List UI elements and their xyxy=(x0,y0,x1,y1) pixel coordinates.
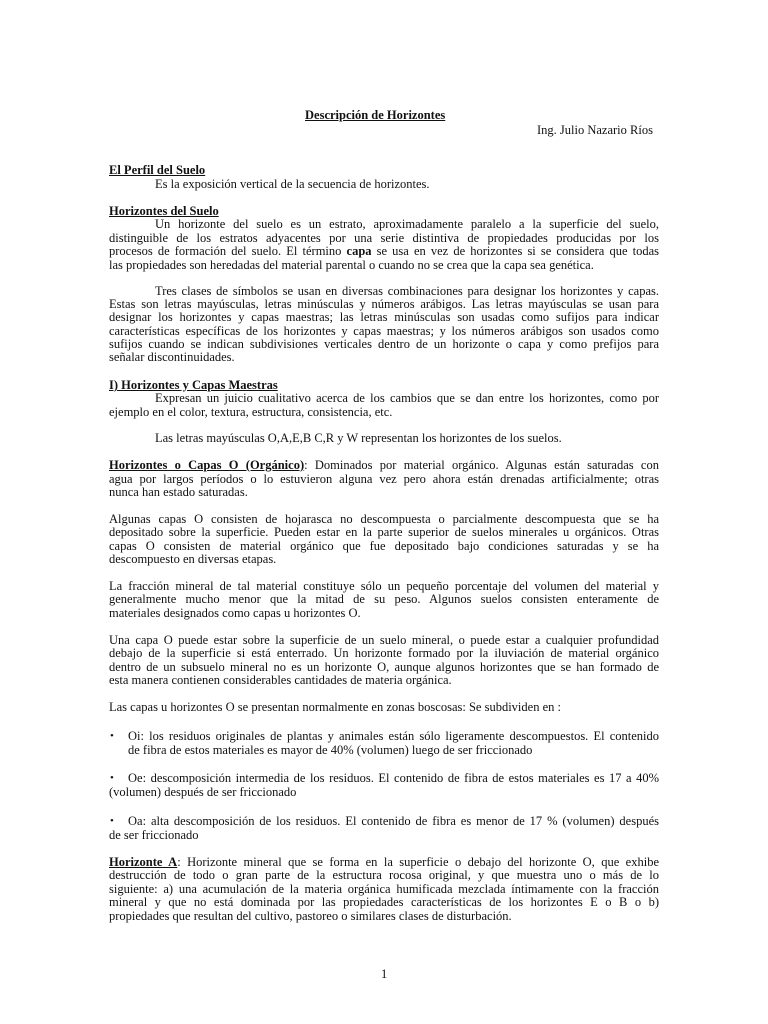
horizontes-p2-line: señalar discontinuidades. xyxy=(109,350,235,364)
horizonteO-p3-line: generalmente mucho menor que la mitad de su peso. Algunos suelos consisten enteramente de xyxy=(109,592,659,606)
horizonteO-p4-line: esta manera contienen considerables cantidades de materia orgánica. xyxy=(109,673,452,687)
bullet-marker: • xyxy=(110,772,114,784)
perfil-heading: El Perfil del Suelo xyxy=(109,163,206,177)
horizontes-p2-line: Tres clases de símbolos se usan en diversas combinaciones para designar los horizontes y capas. xyxy=(155,284,659,298)
horizonteO-p4-line: debajo de la superficie si está enterrado. Un horizonte formado por la iluviación de material orgánico xyxy=(109,646,659,660)
horizontes-p1-line: procesos de formación del suelo. El término capa se usa en vez de horizontes si se considera que todas xyxy=(109,244,659,258)
horizontes-p1-line: las propiedades son heredadas del material parental o cuando no se crea que la capa sea genética. xyxy=(109,258,594,272)
horizonteA-line: siguiente: a) una acumulación de la materia orgánica humificada mezclada íntimamente con la fracción xyxy=(109,882,659,896)
section1-p1-line: Expresan un juicio cualitativo acerca de los cambios que se dan entre los horizontes, como por xyxy=(155,391,659,405)
horizontes-p1-line: distinguible de los estratos adyacentes por una serie distintiva de propiedades producidas por los xyxy=(109,231,659,245)
horizonteO-p5: Las capas u horizontes O se presentan normalmente en zonas boscosas: Se subdividen en : xyxy=(109,700,561,714)
bullet-oa-line: de ser friccionado xyxy=(109,828,199,842)
author-name: Ing. Julio Nazario Ríos xyxy=(537,123,653,137)
horizontes-p1-line: Un horizonte del suelo es un estrato, aproximadamente paralelo a la superficie del suelo, xyxy=(155,217,659,231)
horizontes-p2-line: características específicas de los horizontes y capas maestras; y los números arábigos son usados como xyxy=(109,324,659,338)
section1-heading: I) Horizontes y Capas Maestras xyxy=(109,378,278,392)
horizonteO-p4-line: Una capa O puede estar sobre la superficie de un suelo mineral, o puede estar a cualquier profundidad xyxy=(109,633,659,647)
horizonteA-line: mineral y que no está dominada por las propiedades características de los horizontes E o B o b) xyxy=(109,895,659,909)
horizonteA-heading: Horizonte A xyxy=(109,855,178,869)
horizonteO-p2-line: capas O consisten de material orgánico que fue depositado bajo condiciones saturadas y se ha xyxy=(109,539,659,553)
bullet-oe-line: (volumen) después de ser friccionado xyxy=(109,785,297,799)
bullet-oi-line: Oi: los residuos originales de plantas y animales están sólo ligeramente descompuestos. El contenido xyxy=(128,729,659,743)
horizonteO-p1-line: nunca han estado saturadas. xyxy=(109,485,248,499)
horizontes-p2-line: Estas son letras mayúsculas, letras minúsculas y números arábigos. Las letras mayúsculas se usan para xyxy=(109,297,659,311)
horizonteO-p1-line: agua por largos períodos o lo estuvieron alguna vez pero ahora están drenadas artificialmente; otras xyxy=(109,472,659,486)
horizonteO-p1-line: Horizontes o Capas O (Orgánico): Dominados por material orgánico. Algunas están saturadas con xyxy=(109,458,659,472)
bullet-oi-line: de fibra de estos materiales es mayor de 40% (volumen) luego de ser friccionado xyxy=(128,743,533,757)
horizonteO-p3-line: La fracción mineral de tal material constituye sólo un pequeño porcentaje del volumen del material y xyxy=(109,579,659,593)
horizonteA-line: propiedades que resultan del cultivo, pastoreo o similares clases de disturbación. xyxy=(109,909,512,923)
page-number: 1 xyxy=(381,967,388,981)
section1-p1-line: ejemplo en el color, textura, estructura, consistencia, etc. xyxy=(109,405,393,419)
horizontes-p2-line: designar los horizontes y capas maestras; las letras minúsculas son usadas como sufijos para indicar xyxy=(109,310,659,324)
bullet-oe-line: Oe: descomposición intermedia de los residuos. El contenido de fibra de estos materiales es 17 a 40% xyxy=(128,771,659,785)
horizonteA-line: destrucción de todo o gran parte de la estructura rocosa original, y que muestra uno o más de lo xyxy=(109,868,659,882)
capa-term: capa xyxy=(346,244,372,258)
horizonteA-line: Horizonte A: Horizonte mineral que se forma en la superficie o debajo del horizonte O, que exhibe xyxy=(109,855,660,869)
horizonteO-heading: Horizontes o Capas O (Orgánico) xyxy=(109,458,305,472)
horizonteO-p2-line: depositado sobre la superficie. Pueden estar en la parte superior de suelos minerales u orgánicos. Otras xyxy=(109,525,659,539)
bullet-marker: • xyxy=(110,730,114,742)
document-title: Descripción de Horizontes xyxy=(305,108,446,122)
section1-p2: Las letras mayúsculas O,A,E,B C,R y W representan los horizontes de los suelos. xyxy=(155,431,562,445)
horizonteO-p3-line: materiales designados como capas u horizontes O. xyxy=(109,606,361,620)
perfil-text: Es la exposición vertical de la secuencia de horizontes. xyxy=(155,177,430,191)
horizonteO-p2-line: descompuesto en diversas etapas. xyxy=(109,552,277,566)
horizonteO-p4-line: dentro de un subsuelo mineral no es un horizonte O, aunque algunos horizontes que se han formado de xyxy=(109,660,659,674)
horizonteO-p2-line: Algunas capas O consisten de hojarasca no descompuesta o parcialmente descompuesta que se ha xyxy=(109,512,659,526)
bullet-marker: • xyxy=(110,815,114,827)
horizontes-p2-line: sufijos cuando se indican subdivisiones verticales dentro de un horizonte o capa y como prefijos para xyxy=(109,337,659,351)
horizontes-heading: Horizontes del Suelo xyxy=(109,204,219,218)
bullet-oa-line: Oa: alta descomposición de los residuos. El contenido de fibra es menor de 17 % (volumen) después xyxy=(128,814,659,828)
